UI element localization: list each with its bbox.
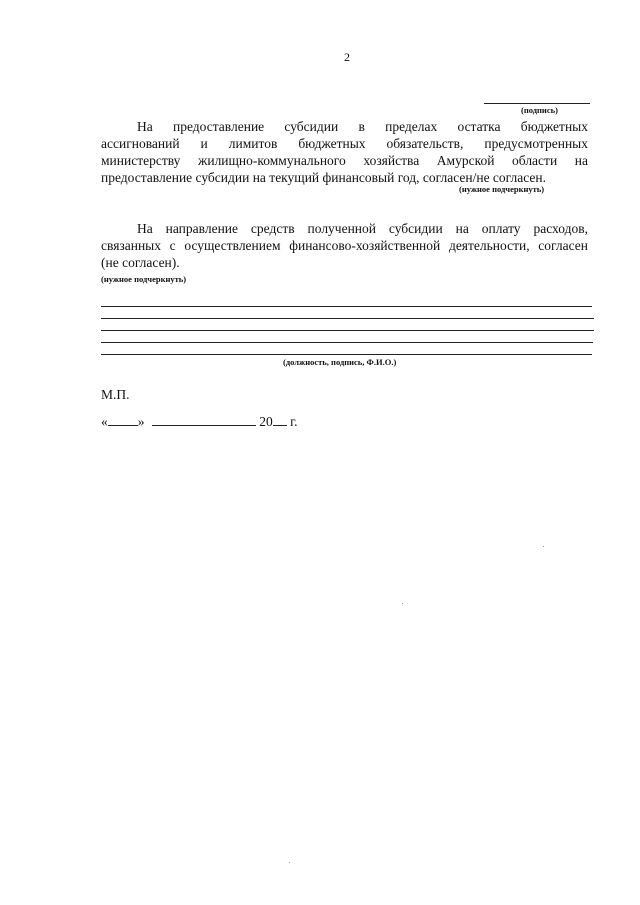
fill-line-4[interactable] [101,342,593,343]
paragraph-line: На предоставление субсидии в пределах остатка бюджетных [137,119,588,134]
scan-speck [402,603,403,604]
fill-line-1[interactable] [101,306,592,307]
year-prefix: 20 [259,414,273,429]
day-blank[interactable] [108,413,138,426]
underline-hint-caption-2: (нужное подчеркнуть) [101,274,187,284]
stamp-label: М.П. [101,387,130,402]
date-line [101,413,298,430]
scan-speck [289,862,290,863]
paragraph-line: ассигнований и лимитов бюджетных обязательств, предусмотренных [101,136,588,151]
signature-line [484,103,590,104]
paragraph-line: (не согласен). [101,255,180,270]
page-number: 2 [344,50,350,64]
close-quote: » [137,414,145,429]
signature-caption: (подпись) [521,105,558,115]
year-blank[interactable] [273,413,287,426]
paragraph-line: На направление средств полученной субсидии на оплату расходов, [137,221,588,236]
paragraph-line: связанных с осуществлением финансово-хозяйственной деятельности, согласен [101,238,588,253]
paragraph-funds-direction [101,220,588,271]
year-suffix: г. [290,414,298,429]
fill-line-2[interactable] [101,318,594,319]
scan-speck [543,546,544,547]
underline-hint-caption-1: (нужное подчеркнуть) [459,184,545,194]
fill-line-3[interactable] [101,330,594,331]
open-quote: « [101,414,108,429]
fill-line-5[interactable] [101,354,592,355]
paragraph-line: министерству жилищно-коммунального хозяйства Амурской области на [101,153,588,168]
month-blank[interactable] [152,413,256,426]
paragraph-subsidy-consent [101,118,588,186]
paragraph-line: предоставление субсидии на текущий финансовый год, согласен/не согласен. [101,170,547,185]
position-signature-caption: (должность, подпись, Ф.И.О.) [283,357,397,367]
